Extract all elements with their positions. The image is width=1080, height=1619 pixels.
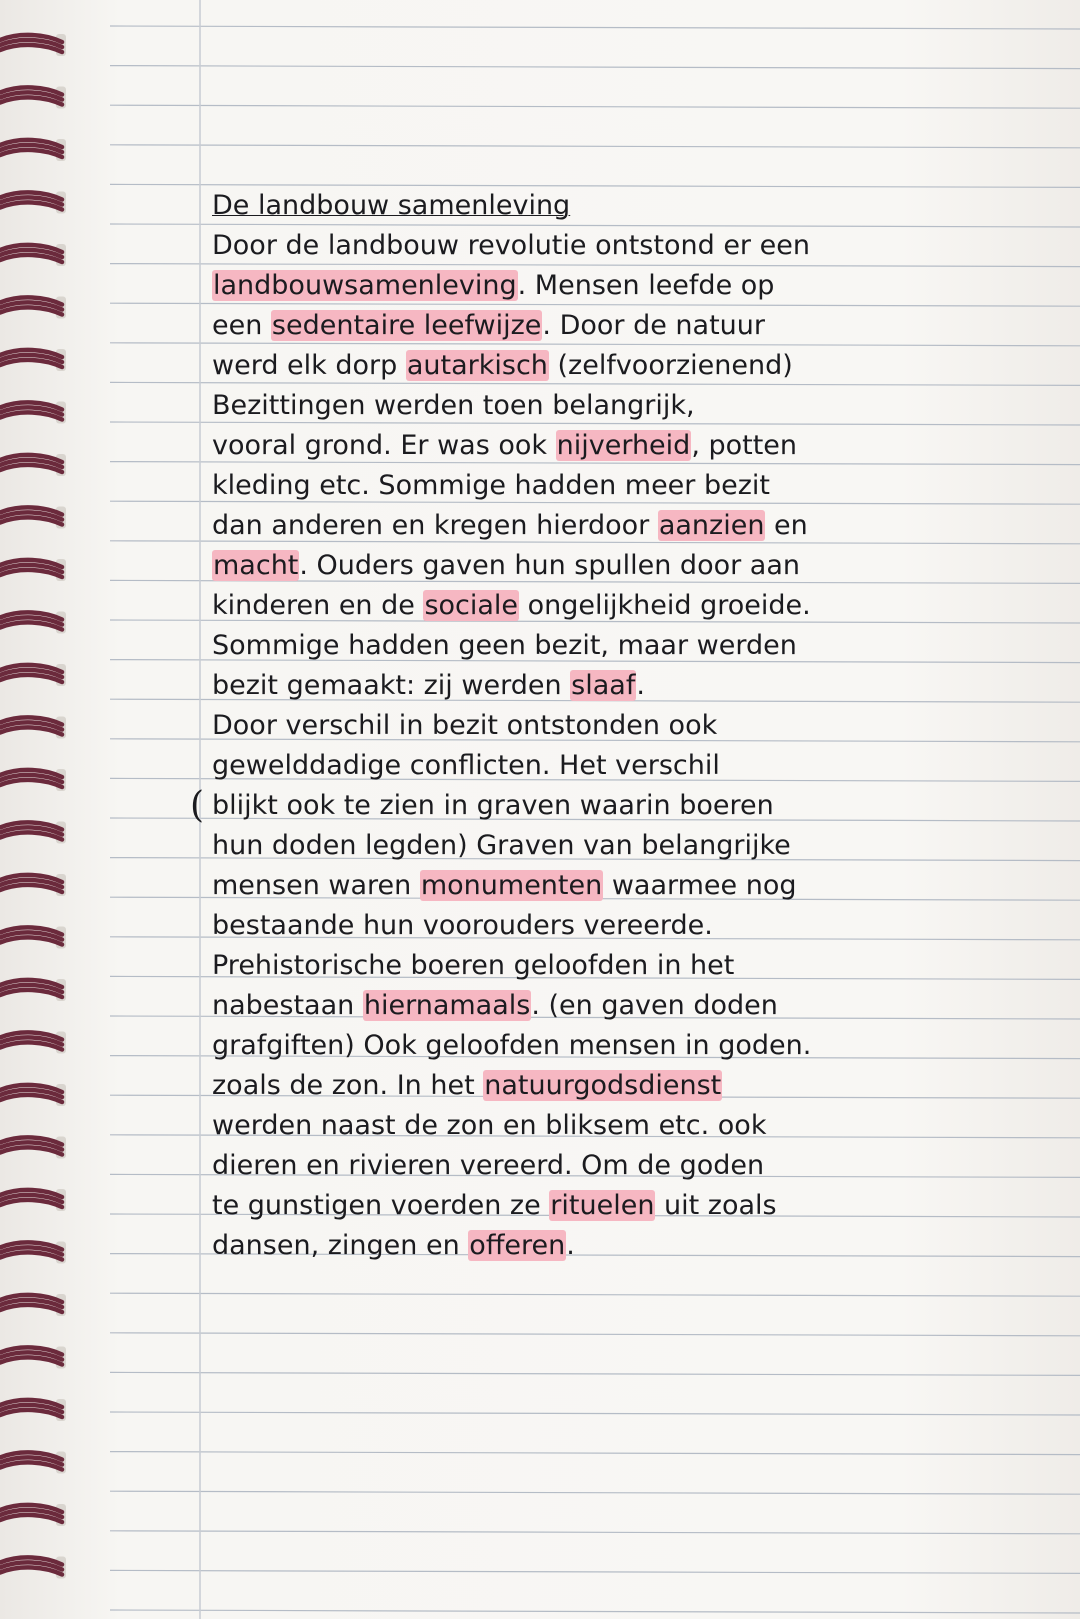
handwritten-note [212, 186, 1012, 1266]
note-line [212, 266, 1012, 306]
highlighted-term: rituelen [550, 1190, 655, 1221]
spiral-coil [0, 664, 66, 686]
highlighted-term: macht [213, 550, 299, 581]
note-text: zoals de zon. In het [212, 1070, 484, 1101]
spiral-coil [0, 1399, 66, 1421]
spiral-coil [0, 874, 66, 896]
ruled-line [110, 1372, 1080, 1375]
ruled-line [110, 1531, 1080, 1534]
spiral-coil [0, 822, 66, 844]
note-text: Prehistorische boeren geloofden in het [212, 950, 735, 981]
note-title: De landbouw samenleving [212, 190, 571, 221]
note-line [212, 746, 1012, 786]
note-line [212, 1106, 1012, 1146]
note-line [212, 826, 1012, 866]
note-text: nabestaan [212, 990, 363, 1021]
note-line [212, 786, 1012, 826]
note-text: te gunstigen voerden ze [212, 1190, 550, 1221]
note-line [212, 706, 1012, 746]
ruled-line [110, 1610, 1080, 1613]
spiral-coil [0, 1032, 66, 1054]
ruled-line [110, 66, 1080, 69]
highlighted-term: nijverheid [556, 430, 691, 461]
note-text: werden naast de zon en bliksem etc. ook [212, 1110, 767, 1141]
highlighted-term: landbouwsamenleving [213, 270, 517, 301]
note-text: . Mensen leefde op [517, 270, 775, 301]
spiral-coil [0, 1452, 66, 1474]
note-text: gewelddadige conflicten. Het verschil [212, 750, 720, 781]
ruled-line [110, 1491, 1080, 1494]
note-text: uit zoals [655, 1190, 777, 1221]
spiral-coil [0, 927, 66, 949]
note-text: bezit gemaakt: zij werden [212, 670, 571, 701]
margin-bracket: ( [190, 785, 205, 826]
spiral-coil [0, 1084, 66, 1106]
note-line [212, 1226, 1012, 1266]
note-line [212, 626, 1012, 666]
spiral-coil [0, 979, 66, 1001]
note-text: mensen waren [212, 870, 420, 901]
spiral-coil [0, 87, 66, 109]
spiral-coil [0, 1504, 66, 1526]
spiral-coil [0, 507, 66, 529]
spiral-coil [0, 34, 66, 56]
note-text: kleding etc. Sommige hadden meer bezit [212, 470, 770, 501]
note-text: waarmee nog [603, 870, 797, 901]
note-body [212, 226, 1012, 1266]
highlighted-term: hiernamaals [363, 990, 531, 1021]
ruled-line [110, 1333, 1080, 1336]
ruled-line [110, 1452, 1080, 1455]
note-line [212, 906, 1012, 946]
spiral-coil [0, 1347, 66, 1369]
note-line [212, 506, 1012, 546]
note-text: Door de landbouw revolutie ontstond er een [212, 230, 810, 261]
note-line [212, 546, 1012, 586]
note-text: grafgiften) Ook geloofden mensen in goden. [212, 1030, 812, 1061]
note-text: dan anderen en kregen hierdoor [212, 510, 658, 541]
highlighted-term: slaaf [571, 670, 636, 701]
spiral-coil [0, 559, 66, 581]
note-text: Bezittingen werden toen belangrijk, [212, 390, 695, 421]
spiral-coil [0, 1242, 66, 1264]
note-text: . (en gaven doden [531, 990, 778, 1021]
note-line [212, 666, 1012, 706]
note-line [212, 866, 1012, 906]
spiral-coil [0, 192, 66, 214]
highlighted-term: aanzien [658, 510, 765, 541]
spiral-coil [0, 612, 66, 634]
note-line [212, 386, 1012, 426]
note-line [212, 1146, 1012, 1186]
note-text: kinderen en de [212, 590, 424, 621]
note-text: en [765, 510, 808, 541]
ruled-line [110, 26, 1080, 29]
note-text: hun doden legden) Graven van belangrijke [212, 830, 791, 861]
ruled-line [110, 1412, 1080, 1415]
highlighted-term: sedentaire leefwijze [271, 310, 542, 341]
note-line [212, 986, 1012, 1026]
spiral-coil [0, 349, 66, 371]
note-line [212, 1066, 1012, 1106]
ruled-line [110, 1570, 1080, 1573]
spiral-coil [0, 1294, 66, 1316]
note-line [212, 426, 1012, 466]
note-text: , potten [691, 430, 798, 461]
note-text: een [212, 310, 271, 341]
highlighted-term: offeren [469, 1230, 566, 1261]
spiral-coil [0, 1557, 66, 1579]
spiral-coil [0, 244, 66, 266]
note-text: dansen, zingen en [212, 1230, 469, 1261]
spiral-coil [0, 717, 66, 739]
note-line [212, 466, 1012, 506]
note-text: vooral grond. Er was ook [212, 430, 556, 461]
note-text: Sommige hadden geen bezit, maar werden [212, 630, 797, 661]
highlighted-term: sociale [424, 590, 519, 621]
spiral-coil [0, 769, 66, 791]
ruled-line [110, 145, 1080, 148]
highlighted-term: autarkisch [406, 350, 548, 381]
spiral-coil [0, 454, 66, 476]
highlighted-term: monumenten [420, 870, 603, 901]
note-line [212, 1186, 1012, 1226]
spiral-coil [0, 1189, 66, 1211]
note-line [212, 586, 1012, 626]
note-text: dieren en rivieren vereerd. Om de goden [212, 1150, 765, 1181]
ruled-line [110, 1293, 1080, 1296]
note-text: (zelfvoorzienend) [548, 350, 793, 381]
note-text: . [566, 1230, 575, 1261]
note-text: . [636, 670, 645, 701]
spiral-coil [0, 139, 66, 161]
note-line [212, 946, 1012, 986]
spiral-coil [0, 1137, 66, 1159]
note-text: ongelijkheid groeide. [519, 590, 811, 621]
note-text: bestaande hun voorouders vereerde. [212, 910, 713, 941]
note-text: . Door de natuur [542, 310, 766, 341]
note-line [212, 346, 1012, 386]
spiral-coil [0, 297, 66, 319]
note-line [212, 1026, 1012, 1066]
note-text: . Ouders gaven hun spullen door aan [299, 550, 800, 581]
note-line [212, 226, 1012, 266]
spiral-binding [0, 0, 110, 1619]
spiral-coil [0, 402, 66, 424]
note-text: Door verschil in bezit ontstonden ook [212, 710, 718, 741]
note-text: werd elk dorp [212, 350, 406, 381]
highlighted-term: natuurgodsdienst [484, 1070, 722, 1101]
note-line [212, 306, 1012, 346]
note-text: blijkt ook te zien in graven waarin boeren [212, 790, 774, 821]
ruled-line [110, 105, 1080, 108]
